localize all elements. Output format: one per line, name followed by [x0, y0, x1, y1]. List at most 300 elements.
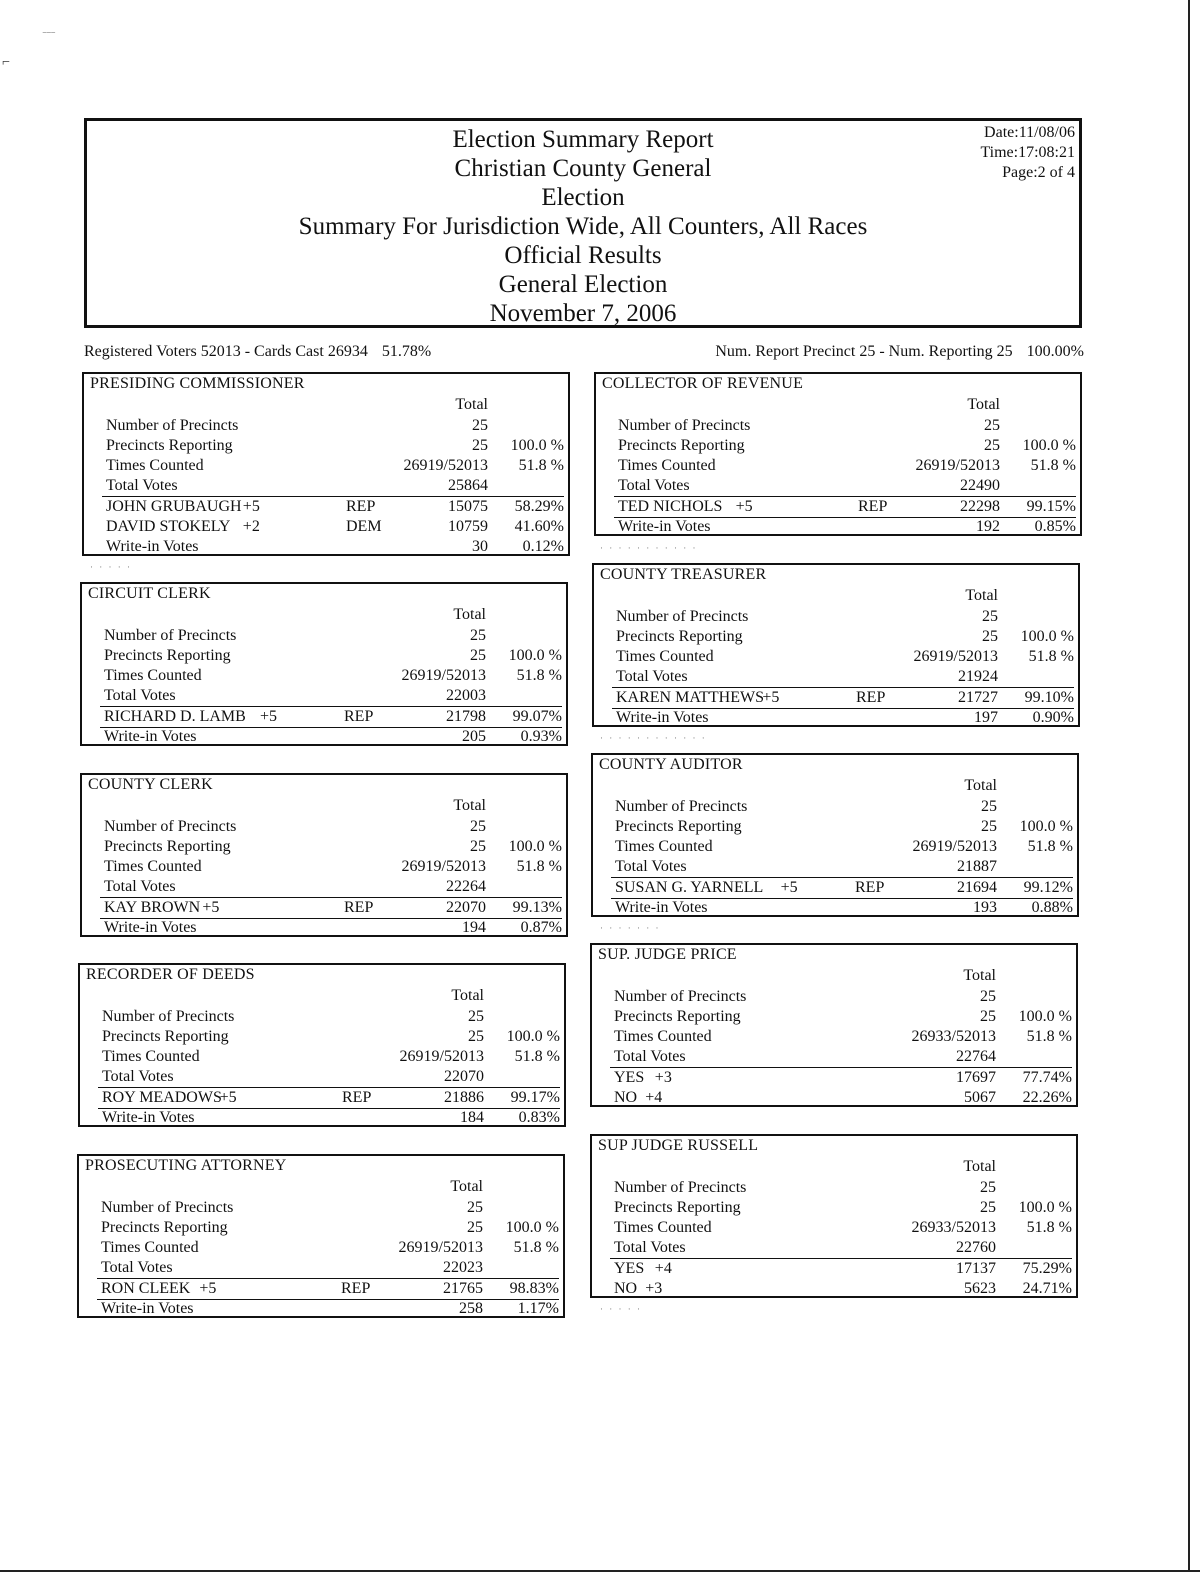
- row-label: Precincts Reporting: [106, 437, 233, 454]
- precincts-reporting-row: [80, 1027, 564, 1047]
- row-value: 22490: [960, 477, 1000, 494]
- row-value: 25: [982, 628, 998, 645]
- times-counted-row: [84, 456, 568, 476]
- row-label: Times Counted: [104, 858, 202, 875]
- candidate-name: RON CLEEK: [101, 1280, 191, 1297]
- turnout-pct: 51.78%: [381, 343, 432, 360]
- row-value: 26919/52013: [912, 838, 997, 855]
- candidate-row: [84, 517, 568, 537]
- candidate-party: REP: [346, 498, 376, 515]
- candidate-percent: 99.13%: [512, 899, 562, 916]
- candidate-name: Write-in Votes: [106, 538, 199, 555]
- race-box: [80, 582, 568, 746]
- row-value: 21887: [957, 858, 997, 875]
- candidate-percent: 99.15%: [1026, 498, 1076, 515]
- total-votes-row: [80, 1067, 564, 1087]
- race-title: COUNTY TREASURER: [600, 566, 767, 583]
- candidate-votes: 15075: [448, 498, 488, 515]
- row-value: 22003: [446, 687, 486, 704]
- row-label: Times Counted: [616, 648, 714, 665]
- row-value: 25: [980, 988, 996, 1005]
- total-column-header: Total: [964, 777, 997, 794]
- registered-voters-summary: [84, 343, 431, 361]
- candidate-name: DAVID STOKELY: [106, 518, 231, 535]
- candidate-percent: 99.17%: [510, 1089, 560, 1106]
- candidate-votes: 17137: [956, 1260, 996, 1277]
- precincts-reporting-row: [594, 627, 1078, 647]
- row-value: 25: [984, 417, 1000, 434]
- candidate-votes: 30: [472, 538, 488, 555]
- precincts-reporting-row: [79, 1218, 563, 1238]
- row-percent: 100.0 %: [1022, 437, 1076, 454]
- scan-artifact: · · · · ·: [600, 1304, 642, 1314]
- candidate-party: REP: [856, 689, 886, 706]
- row-label: Number of Precincts: [616, 608, 749, 625]
- total-votes-row: [596, 476, 1080, 496]
- candidate-percent: 99.07%: [512, 708, 562, 725]
- candidate-name: Write-in Votes: [104, 728, 197, 745]
- candidate-name: KAREN MATTHEWS: [616, 689, 764, 706]
- candidate-row: [592, 1068, 1076, 1088]
- candidate-percent: 0.12%: [522, 538, 564, 555]
- candidate-name: NO: [614, 1280, 638, 1297]
- tally-mark: +5: [202, 899, 220, 916]
- candidate-percent: 58.29%: [514, 498, 564, 515]
- precincts-reporting-row: [84, 436, 568, 456]
- total-votes-row: [82, 877, 566, 897]
- tally-mark: +3: [654, 1069, 672, 1086]
- row-label: Total Votes: [106, 477, 178, 494]
- row-label: Precincts Reporting: [104, 838, 231, 855]
- candidate-name: ROY MEADOWS: [102, 1089, 222, 1106]
- candidate-party: REP: [344, 899, 374, 916]
- row-value: 25: [470, 838, 486, 855]
- row-value: 25: [980, 1008, 996, 1025]
- total-votes-row: [84, 476, 568, 496]
- times-counted-row: [79, 1238, 563, 1258]
- number-of-precincts-row: [80, 1007, 564, 1027]
- row-value: 25: [984, 437, 1000, 454]
- candidate-percent: 24.71%: [1022, 1280, 1072, 1297]
- total-votes-row: [82, 686, 566, 706]
- row-label: Precincts Reporting: [615, 818, 742, 835]
- total-column-header: Total: [963, 1158, 996, 1175]
- header-title-block: [87, 125, 1079, 328]
- tally-mark: +5: [260, 708, 278, 725]
- row-label: Total Votes: [104, 687, 176, 704]
- scan-artifact: · · · · · · · · · · ·: [600, 543, 698, 553]
- race-box: [77, 1154, 565, 1318]
- row-label: Total Votes: [102, 1068, 174, 1085]
- candidate-votes: 5623: [964, 1280, 996, 1297]
- candidate-name: Write-in Votes: [615, 899, 708, 916]
- candidate-votes: 21765: [443, 1280, 483, 1297]
- row-label: Number of Precincts: [102, 1008, 235, 1025]
- row-value: 25: [470, 627, 486, 644]
- number-of-precincts-row: [79, 1198, 563, 1218]
- header-line: November 7, 2006: [489, 300, 677, 327]
- row-label: Precincts Reporting: [101, 1219, 228, 1236]
- candidate-votes: 21886: [444, 1089, 484, 1106]
- times-counted-row: [82, 666, 566, 686]
- row-value: 26919/52013: [915, 457, 1000, 474]
- precincts-reporting-row: [592, 1007, 1076, 1027]
- row-percent: 51.8 %: [514, 1048, 560, 1065]
- row-label: Number of Precincts: [615, 798, 748, 815]
- tally-mark: +4: [654, 1260, 672, 1277]
- candidate-row: [84, 537, 568, 557]
- row-percent: 100.0 %: [1020, 628, 1074, 645]
- row-percent: 51.8 %: [1028, 648, 1074, 665]
- report-time: Time:17:08:21: [980, 144, 1075, 161]
- row-percent: 100.0 %: [1018, 1008, 1072, 1025]
- row-label: Number of Precincts: [614, 1179, 747, 1196]
- total-votes-row: [592, 1238, 1076, 1258]
- candidate-name: Write-in Votes: [101, 1300, 194, 1317]
- candidate-votes: 21798: [446, 708, 486, 725]
- header-line: Summary For Jurisdiction Wide, All Counters, All Races: [298, 213, 868, 240]
- row-percent: 51.8 %: [1026, 1219, 1072, 1236]
- row-value: 26919/52013: [401, 858, 486, 875]
- row-value: 22070: [444, 1068, 484, 1085]
- race-title: PROSECUTING ATTORNEY: [85, 1157, 287, 1174]
- candidate-name: SUSAN G. YARNELL: [615, 879, 764, 896]
- registered-voters-text: Registered Voters 52013 - Cards Cast 26934: [84, 343, 368, 360]
- row-label: Total Votes: [618, 477, 690, 494]
- race-title: COLLECTOR OF REVENUE: [602, 375, 804, 392]
- row-value: 25: [981, 818, 997, 835]
- total-column-header: Total: [451, 987, 484, 1004]
- candidate-row: [594, 688, 1078, 708]
- scan-artifact: · · · · · · ·: [600, 923, 661, 933]
- candidate-percent: 0.85%: [1034, 518, 1076, 535]
- row-label: Number of Precincts: [106, 417, 239, 434]
- candidate-votes: 184: [460, 1109, 484, 1126]
- tally-mark: +2: [242, 518, 260, 535]
- number-of-precincts-row: [82, 626, 566, 646]
- tally-mark: +4: [645, 1089, 663, 1106]
- tally-mark: +5: [735, 498, 753, 515]
- row-label: Precincts Reporting: [614, 1199, 741, 1216]
- total-column-header: Total: [967, 396, 1000, 413]
- row-label: Times Counted: [618, 457, 716, 474]
- candidate-name: JOHN GRUBAUGH: [106, 498, 242, 515]
- row-value: 25: [472, 437, 488, 454]
- row-value: 26919/52013: [403, 457, 488, 474]
- tally-mark: +5: [762, 689, 780, 706]
- scan-artifact: · · · · · · · · · · · ·: [600, 733, 707, 743]
- candidate-name: Write-in Votes: [618, 518, 711, 535]
- times-counted-row: [592, 1218, 1076, 1238]
- candidate-row: [593, 878, 1077, 898]
- row-value: 25864: [448, 477, 488, 494]
- times-counted-row: [592, 1027, 1076, 1047]
- row-value: 25: [468, 1008, 484, 1025]
- row-label: Total Votes: [104, 878, 176, 895]
- row-label: Times Counted: [614, 1028, 712, 1045]
- candidate-party: REP: [342, 1089, 372, 1106]
- row-value: 21924: [958, 668, 998, 685]
- race-title: COUNTY AUDITOR: [599, 756, 743, 773]
- total-column-header: Total: [963, 967, 996, 984]
- precincts-reporting-row: [593, 817, 1077, 837]
- candidate-name: YES: [614, 1069, 645, 1086]
- race-box: [592, 563, 1080, 727]
- candidate-name: TED NICHOLS: [618, 498, 723, 515]
- number-of-precincts-row: [82, 817, 566, 837]
- row-value: 22264: [446, 878, 486, 895]
- row-value: 25: [472, 417, 488, 434]
- row-value: 26919/52013: [398, 1239, 483, 1256]
- times-counted-row: [593, 837, 1077, 857]
- row-label: Times Counted: [614, 1219, 712, 1236]
- row-value: 22764: [956, 1048, 996, 1065]
- row-value: 26933/52013: [911, 1028, 996, 1045]
- row-label: Total Votes: [101, 1259, 173, 1276]
- total-column-header: Total: [450, 1178, 483, 1195]
- page-edge-bottom: [0, 1570, 1200, 1572]
- candidate-votes: 10759: [448, 518, 488, 535]
- race-box: [82, 372, 570, 556]
- number-of-precincts-row: [592, 1178, 1076, 1198]
- candidate-name: RICHARD D. LAMB: [104, 708, 246, 725]
- total-column-header: Total: [453, 797, 486, 814]
- candidate-percent: 99.12%: [1023, 879, 1073, 896]
- candidate-votes: 193: [973, 899, 997, 916]
- race-box: [80, 773, 568, 937]
- number-of-precincts-row: [592, 987, 1076, 1007]
- race-title: SUP JUDGE RUSSELL: [598, 1137, 759, 1154]
- candidate-row: [82, 898, 566, 918]
- row-percent: 51.8 %: [1030, 457, 1076, 474]
- row-label: Total Votes: [614, 1239, 686, 1256]
- candidate-row: [80, 1108, 564, 1128]
- candidate-votes: 17697: [956, 1069, 996, 1086]
- tally-mark: +5: [242, 498, 260, 515]
- candidate-percent: 22.26%: [1022, 1089, 1072, 1106]
- report-page: Page:2 of 4: [1002, 164, 1075, 181]
- header-line: Official Results: [504, 242, 662, 269]
- page-edge-right: [1188, 0, 1190, 1570]
- row-percent: 51.8 %: [513, 1239, 559, 1256]
- candidate-row: [82, 918, 566, 938]
- scan-artifact: · · · · ·: [90, 562, 132, 572]
- total-votes-row: [79, 1258, 563, 1278]
- row-label: Precincts Reporting: [104, 647, 231, 664]
- row-value: 22760: [956, 1239, 996, 1256]
- candidate-votes: 21727: [958, 689, 998, 706]
- candidate-votes: 192: [976, 518, 1000, 535]
- row-percent: 51.8 %: [518, 457, 564, 474]
- total-column-header: Total: [965, 587, 998, 604]
- header-line: Christian County General: [454, 155, 712, 182]
- precincts-reporting-row: [82, 837, 566, 857]
- candidate-votes: 22070: [446, 899, 486, 916]
- row-value: 26919/52013: [399, 1048, 484, 1065]
- header-line: Election Summary Report: [452, 126, 714, 153]
- candidate-row: [596, 497, 1080, 517]
- candidate-row: [594, 708, 1078, 728]
- row-label: Times Counted: [101, 1239, 199, 1256]
- race-box: [591, 753, 1079, 917]
- candidate-percent: 99.10%: [1024, 689, 1074, 706]
- times-counted-row: [82, 857, 566, 877]
- row-percent: 51.8 %: [1026, 1028, 1072, 1045]
- candidate-name: NO: [614, 1089, 638, 1106]
- candidate-name: Write-in Votes: [102, 1109, 195, 1126]
- race-title: RECORDER OF DEEDS: [86, 966, 255, 983]
- row-percent: 100.0 %: [506, 1028, 560, 1045]
- race-title: COUNTY CLERK: [88, 776, 213, 793]
- times-counted-row: [80, 1047, 564, 1067]
- race-box: [78, 963, 566, 1127]
- total-votes-row: [593, 857, 1077, 877]
- candidate-row: [82, 707, 566, 727]
- total-votes-row: [594, 667, 1078, 687]
- row-label: Number of Precincts: [104, 818, 237, 835]
- candidate-party: REP: [858, 498, 888, 515]
- candidate-votes: 205: [462, 728, 486, 745]
- race-title: PRESIDING COMMISSIONER: [90, 375, 305, 392]
- row-label: Precincts Reporting: [616, 628, 743, 645]
- candidate-party: REP: [341, 1280, 371, 1297]
- row-value: 25: [981, 798, 997, 815]
- candidate-percent: 1.17%: [517, 1300, 559, 1317]
- row-percent: 100.0 %: [1018, 1199, 1072, 1216]
- row-percent: 51.8 %: [1027, 838, 1073, 855]
- candidate-row: [79, 1279, 563, 1299]
- precincts-reporting-row: [592, 1198, 1076, 1218]
- row-label: Number of Precincts: [101, 1199, 234, 1216]
- report-date: Date:11/08/06: [984, 124, 1075, 141]
- header-meta: [980, 123, 1075, 183]
- row-label: Times Counted: [106, 457, 204, 474]
- race-title: SUP. JUDGE PRICE: [598, 946, 737, 963]
- tally-mark: +5: [219, 1089, 237, 1106]
- candidate-percent: 0.88%: [1031, 899, 1073, 916]
- row-value: 26919/52013: [913, 648, 998, 665]
- row-label: Total Votes: [615, 858, 687, 875]
- race-title: CIRCUIT CLERK: [88, 585, 211, 602]
- times-counted-row: [594, 647, 1078, 667]
- candidate-votes: 22298: [960, 498, 1000, 515]
- row-percent: 51.8 %: [516, 858, 562, 875]
- row-label: Precincts Reporting: [618, 437, 745, 454]
- candidate-row: [592, 1259, 1076, 1279]
- number-of-precincts-row: [593, 797, 1077, 817]
- candidate-row: [596, 517, 1080, 537]
- row-label: Precincts Reporting: [102, 1028, 229, 1045]
- row-value: 25: [470, 818, 486, 835]
- race-box: [590, 1134, 1078, 1298]
- row-label: Number of Precincts: [618, 417, 751, 434]
- candidate-row: [84, 497, 568, 517]
- row-value: 25: [468, 1028, 484, 1045]
- candidate-party: DEM: [346, 518, 382, 535]
- row-label: Times Counted: [102, 1048, 200, 1065]
- total-votes-row: [592, 1047, 1076, 1067]
- candidate-name: KAY BROWN: [104, 899, 201, 916]
- candidate-party: REP: [855, 879, 885, 896]
- candidate-percent: 41.60%: [514, 518, 564, 535]
- row-value: 22023: [443, 1259, 483, 1276]
- precincts-reporting-text: Num. Report Precinct 25 - Num. Reporting 25: [715, 343, 1013, 360]
- row-value: 25: [470, 647, 486, 664]
- candidate-percent: 0.83%: [518, 1109, 560, 1126]
- row-value: 26919/52013: [401, 667, 486, 684]
- candidate-row: [592, 1279, 1076, 1299]
- candidate-row: [593, 898, 1077, 918]
- candidate-row: [80, 1088, 564, 1108]
- total-column-header: Total: [455, 396, 488, 413]
- row-percent: 100.0 %: [508, 647, 562, 664]
- row-label: Number of Precincts: [614, 988, 747, 1005]
- candidate-percent: 0.90%: [1032, 709, 1074, 726]
- row-value: 25: [467, 1219, 483, 1236]
- candidate-name: Write-in Votes: [616, 709, 709, 726]
- scan-mark: ⌐: [2, 55, 10, 70]
- race-box: [594, 372, 1082, 536]
- candidate-row: [592, 1088, 1076, 1108]
- row-label: Times Counted: [615, 838, 713, 855]
- number-of-precincts-row: [84, 416, 568, 436]
- candidate-percent: 0.93%: [520, 728, 562, 745]
- candidate-row: [82, 727, 566, 747]
- candidate-votes: 197: [974, 709, 998, 726]
- row-percent: 100.0 %: [1019, 818, 1073, 835]
- row-value: 25: [980, 1179, 996, 1196]
- row-percent: 51.8 %: [516, 667, 562, 684]
- row-percent: 100.0 %: [508, 838, 562, 855]
- candidate-row: [79, 1299, 563, 1319]
- row-percent: 100.0 %: [505, 1219, 559, 1236]
- candidate-percent: 75.29%: [1022, 1260, 1072, 1277]
- row-value: 25: [982, 608, 998, 625]
- candidate-name: YES: [614, 1260, 645, 1277]
- candidate-percent: 0.87%: [520, 919, 562, 936]
- header-line: General Election: [498, 271, 668, 298]
- number-of-precincts-row: [594, 607, 1078, 627]
- precincts-reporting-row: [82, 646, 566, 666]
- precincts-reporting-summary: [715, 343, 1084, 361]
- candidate-votes: 5067: [964, 1089, 996, 1106]
- number-of-precincts-row: [596, 416, 1080, 436]
- header-line: Election: [541, 184, 625, 211]
- candidate-votes: 194: [462, 919, 486, 936]
- row-value: 25: [980, 1199, 996, 1216]
- reporting-pct: 100.00%: [1026, 343, 1084, 360]
- candidate-percent: 98.83%: [509, 1280, 559, 1297]
- row-label: Total Votes: [614, 1048, 686, 1065]
- candidate-party: REP: [344, 708, 374, 725]
- tally-mark: +5: [780, 879, 798, 896]
- precincts-reporting-row: [596, 436, 1080, 456]
- row-label: Number of Precincts: [104, 627, 237, 644]
- candidate-percent: 77.74%: [1022, 1069, 1072, 1086]
- row-label: Precincts Reporting: [614, 1008, 741, 1025]
- row-value: 25: [467, 1199, 483, 1216]
- scan-speck: ⁻⁻⁻: [42, 30, 55, 41]
- candidate-votes: 258: [459, 1300, 483, 1317]
- tally-mark: +3: [645, 1280, 663, 1297]
- row-label: Total Votes: [616, 668, 688, 685]
- candidate-name: Write-in Votes: [104, 919, 197, 936]
- candidate-votes: 21694: [957, 879, 997, 896]
- race-box: [590, 943, 1078, 1107]
- row-percent: 100.0 %: [510, 437, 564, 454]
- times-counted-row: [596, 456, 1080, 476]
- row-value: 26933/52013: [911, 1219, 996, 1236]
